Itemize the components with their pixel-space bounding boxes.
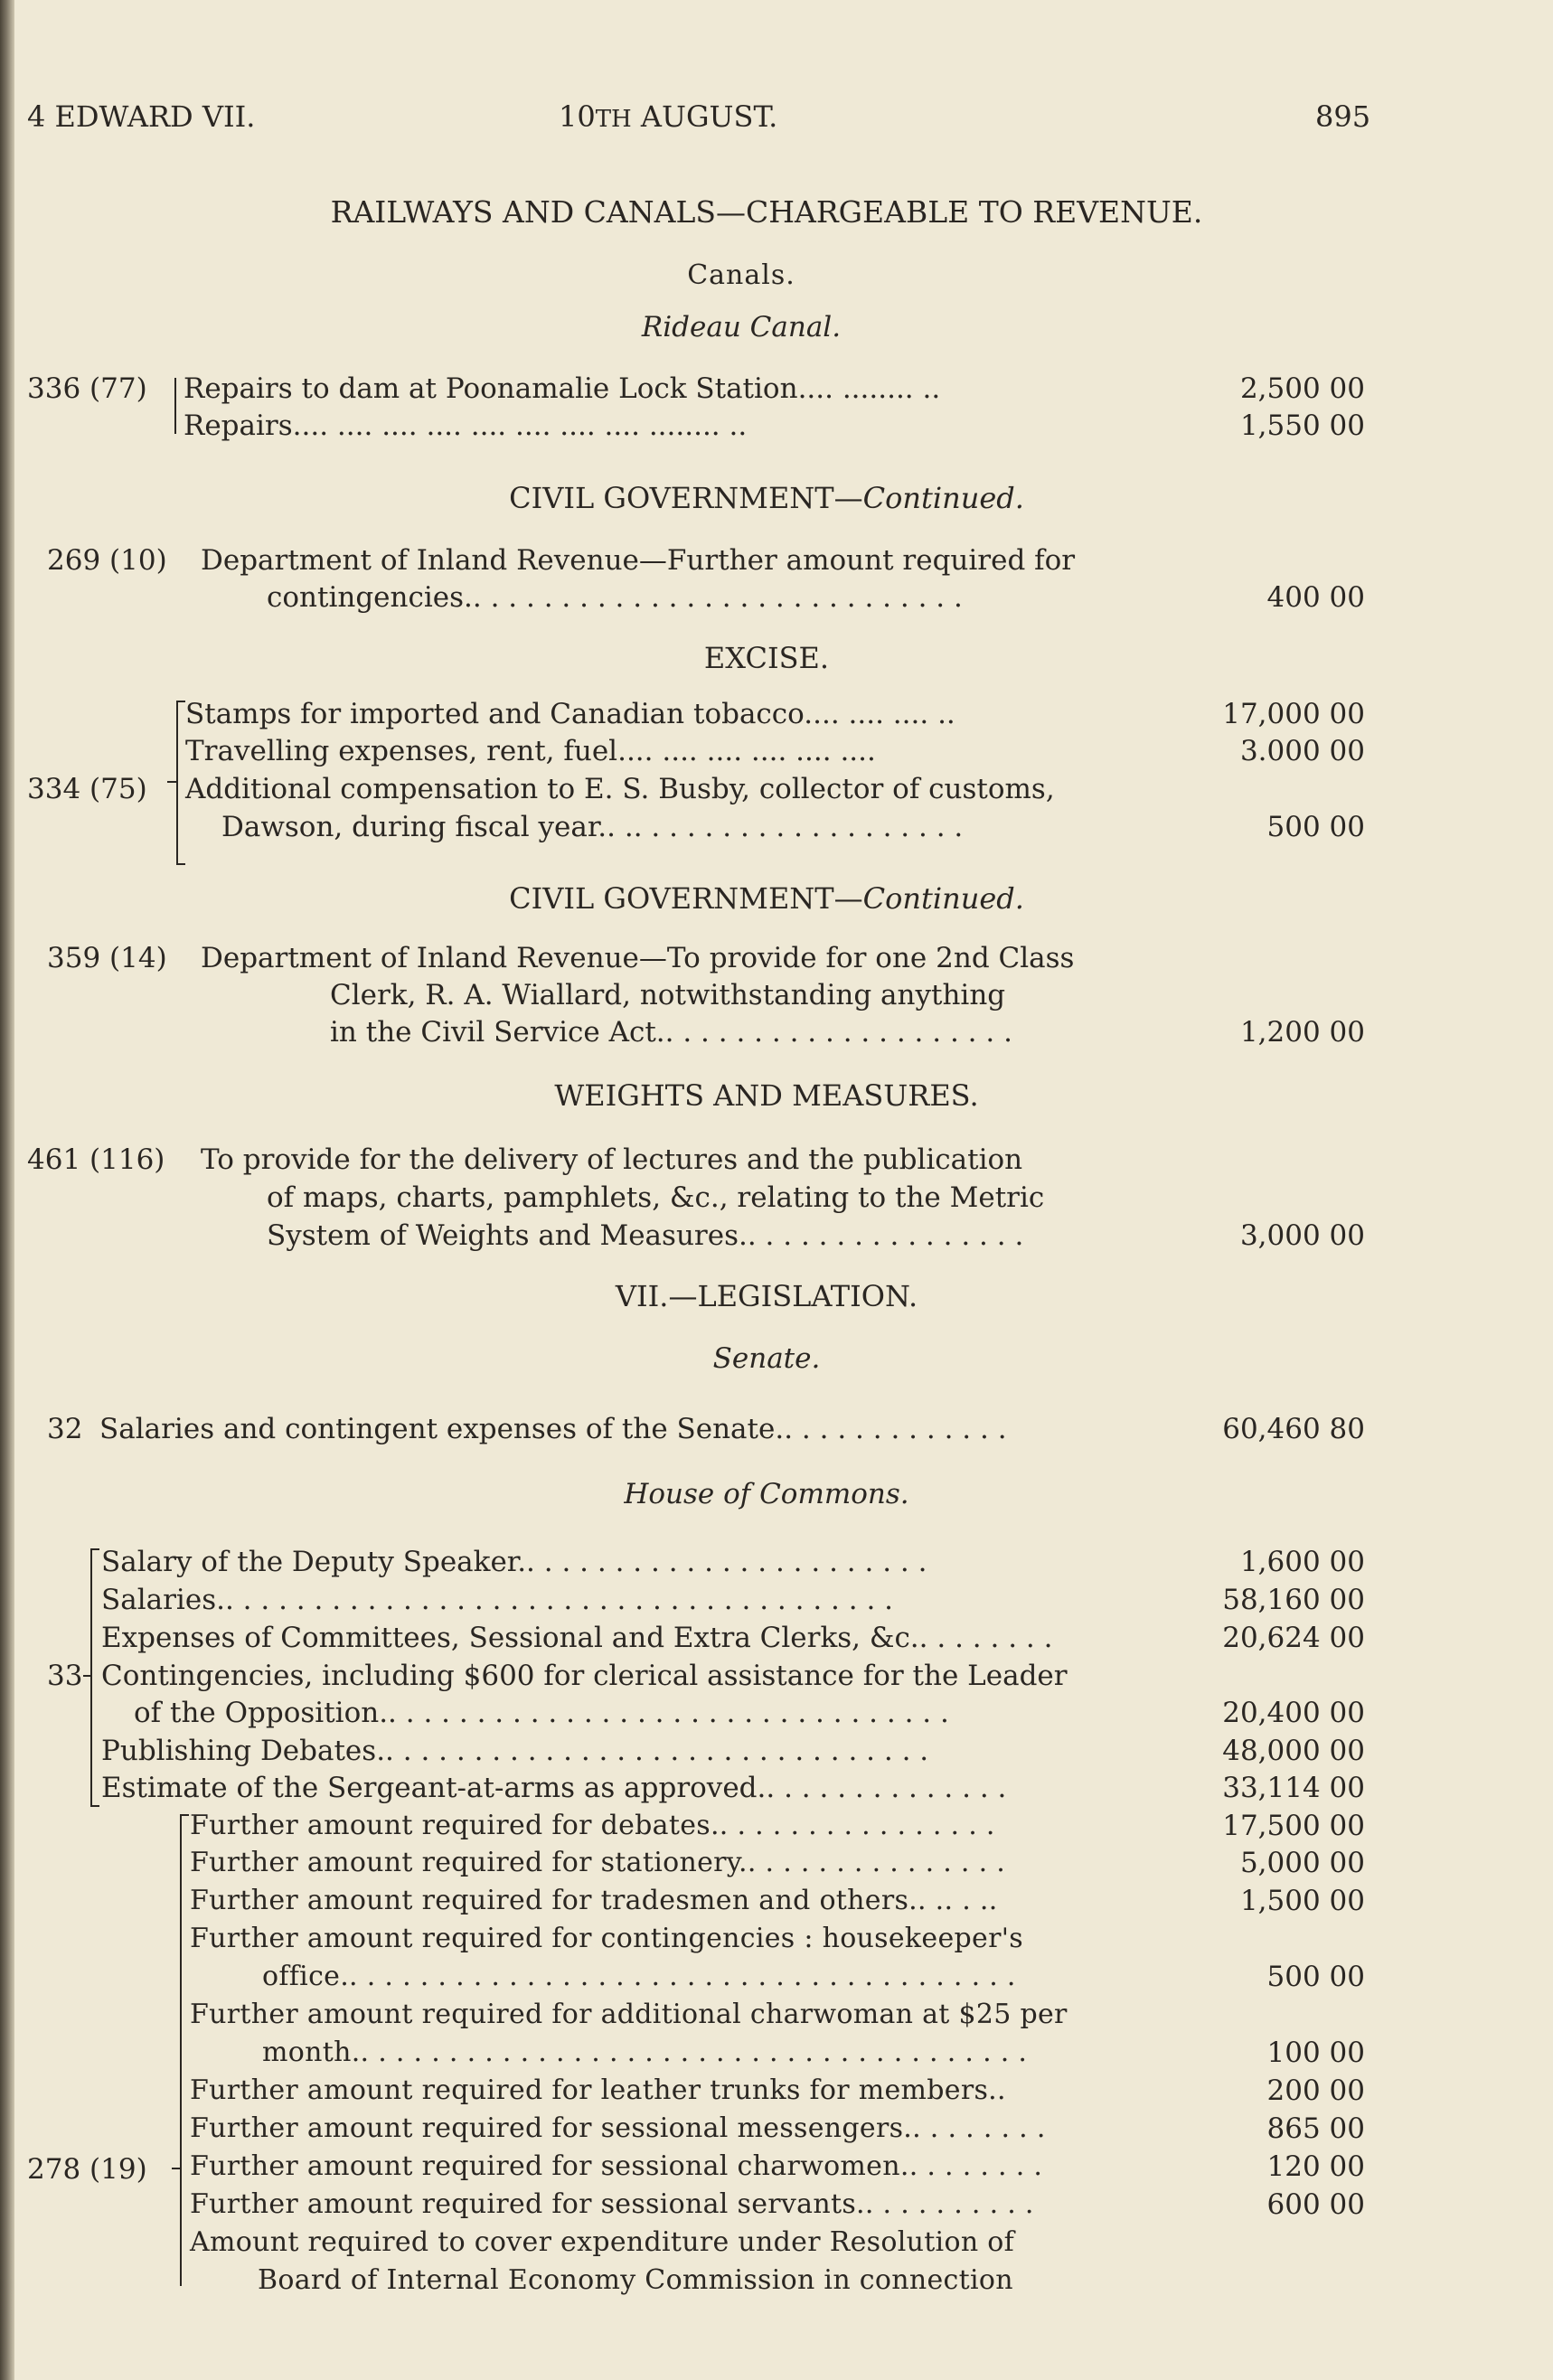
item-amount: 17,000 00 — [1222, 698, 1365, 730]
item-text: Further amount required for debates.. . . . . . . . . . . . . . . . — [190, 1810, 995, 1841]
item-text: contingencies.. . . . . . . . . . . . . . . . . . . . . . . . . . . . — [267, 581, 963, 614]
item-text: Further amount required for leather trunks for members.. — [190, 2074, 1006, 2106]
item-amount: 20,624 00 — [1222, 1622, 1365, 1654]
item-text: Salary of the Deputy Speaker.. . . . . . . . . . . . . . . . . . . . . . . — [101, 1546, 927, 1578]
item-text: month.. . . . . . . . . . . . . . . . . . . . . . . . . . . . . . . . . . . . . . — [262, 2037, 1028, 2068]
item-amount: 33,114 00 — [1222, 1772, 1365, 1804]
item-amount: 1,500 00 — [1239, 1885, 1365, 1917]
item-text: Additional compensation to E. S. Busby, collector of customs, — [185, 773, 1055, 805]
item-text: in the Civil Service Act.. . . . . . . . . . . . . . . . . . . . — [330, 1016, 1012, 1049]
item-text: office.. . . . . . . . . . . . . . . . . . . . . . . . . . . . . . . . . . . . . . — [262, 1961, 1016, 1992]
header-page-number: 895 — [1315, 99, 1371, 134]
bracket — [90, 1548, 99, 1807]
item-text: Further amount required for contingencies : housekeeper's — [190, 1923, 1023, 1954]
subheading-canals: Canals. — [687, 259, 795, 291]
vote-ref-33: 33 — [47, 1660, 83, 1692]
item-amount: 200 00 — [1266, 2074, 1365, 2107]
subheading-house-of-commons: House of Commons. — [624, 1478, 909, 1510]
vote-ref-359: 359 (14) — [47, 942, 167, 974]
vote-ref-461: 461 (116) — [27, 1143, 165, 1176]
item-text: To provide for the delivery of lectures and the publication — [201, 1143, 1023, 1176]
vote-ref-336: 336 (77) — [27, 372, 147, 405]
item-text: Further amount required for sessional messengers.. . . . . . . . — [190, 2112, 1046, 2144]
section-heading-railways: RAILWAYS AND CANALS—CHARGEABLE TO REVENUE. — [330, 194, 1203, 230]
section-heading-legislation: VII.—LEGISLATION. — [615, 1279, 918, 1313]
item-text: Expenses of Committees, Sessional and Extra Clerks, &c.. . . . . . . . — [101, 1622, 1053, 1654]
bracket — [176, 701, 185, 865]
item-amount: 1,600 00 — [1239, 1546, 1365, 1578]
item-text: Amount required to cover expenditure under Resolution of — [190, 2226, 1015, 2258]
item-text: Contingencies, including $600 for clerical assistance for the Leader — [101, 1660, 1068, 1692]
item-amount: 60,460 80 — [1222, 1413, 1365, 1445]
item-text: Clerk, R. A. Wiallard, notwithstanding anything — [330, 979, 1006, 1011]
vote-ref-278: 278 (19) — [27, 2153, 147, 2186]
item-amount: 120 00 — [1266, 2150, 1365, 2183]
section-heading-excise: EXCISE. — [703, 641, 830, 675]
item-text: Estimate of the Sergeant-at-arms as approved.. . . . . . . . . . . . . . — [101, 1772, 1007, 1804]
item-amount: 20,400 00 — [1222, 1697, 1365, 1729]
item-text: Department of Inland Revenue—To provide for one 2nd Class — [201, 942, 1075, 974]
item-amount: 1,550 00 — [1239, 409, 1365, 442]
section-heading-civil-government: CIVIL GOVERNMENT—Continued. — [509, 481, 1024, 515]
item-amount: 5,000 00 — [1239, 1847, 1365, 1879]
item-amount: 17,500 00 — [1222, 1810, 1365, 1842]
item-text: Board of Internal Economy Commission in connection — [258, 2264, 1013, 2296]
item-text: Salaries and contingent expenses of the Senate.. . . . . . . . . . . . . — [99, 1413, 1007, 1445]
item-text: Repairs.... .... .... .... .... .... .... .... ........ .. — [184, 409, 748, 442]
vote-ref-32: 32 — [47, 1413, 83, 1445]
item-amount: 58,160 00 — [1222, 1584, 1365, 1616]
item-text: Further amount required for sessional servants.. . . . . . . . . . — [190, 2188, 1034, 2220]
section-heading-civil-government: CIVIL GOVERNMENT—Continued. — [509, 881, 1024, 916]
item-text: Further amount required for stationery.. . . . . . . . . . . . . . . — [190, 1847, 1006, 1878]
item-amount: 400 00 — [1266, 581, 1365, 614]
item-text: Department of Inland Revenue—Further amount required for — [201, 544, 1076, 577]
vote-ref-334: 334 (75) — [27, 773, 147, 805]
bracket-tip — [83, 1675, 92, 1677]
item-text: System of Weights and Measures.. . . . . . . . . . . . . . . . — [267, 1219, 1024, 1252]
item-text: Further amount required for sessional charwomen.. . . . . . . . — [190, 2150, 1043, 2182]
bracket-tip — [172, 2168, 181, 2169]
subheading-senate: Senate. — [712, 1342, 821, 1375]
item-amount: 1,200 00 — [1239, 1016, 1365, 1049]
item-amount: 600 00 — [1266, 2188, 1365, 2221]
item-text: of maps, charts, pamphlets, &c., relating to the Metric — [267, 1181, 1045, 1214]
subheading-rideau-canal: Rideau Canal. — [641, 311, 842, 343]
item-text: Travelling expenses, rent, fuel.... .... .... .... .... .... — [185, 735, 876, 767]
item-amount: 865 00 — [1266, 2112, 1365, 2145]
item-text: Publishing Debates.. . . . . . . . . . . . . . . . . . . . . . . . . . . . . . . — [101, 1735, 929, 1767]
item-amount: 100 00 — [1266, 2037, 1365, 2069]
item-text: of the Opposition.. . . . . . . . . . . . . . . . . . . . . . . . . . . . . . . . — [134, 1697, 949, 1729]
item-amount: 500 00 — [1266, 1961, 1365, 1993]
item-text: Dawson, during fiscal year.. .. . . . . . . . . . . . . . . . . . . — [221, 811, 964, 843]
header-session: 4 EDWARD VII. — [27, 99, 256, 134]
header-date: 10TH AUGUST. — [559, 99, 778, 134]
item-amount: 500 00 — [1266, 811, 1365, 843]
item-text: Salaries.. . . . . . . . . . . . . . . . . . . . . . . . . . . . . . . . . . . . . . — [101, 1584, 894, 1616]
bracket — [174, 378, 184, 434]
item-amount: 48,000 00 — [1222, 1735, 1365, 1767]
section-heading-weights-measures: WEIGHTS AND MEASURES. — [554, 1078, 979, 1113]
item-text: Further amount required for tradesmen and others.. .. . .. — [190, 1885, 998, 1916]
item-amount: 3,000 00 — [1239, 1219, 1365, 1252]
vote-ref-269: 269 (10) — [47, 544, 167, 577]
item-amount: 3.000 00 — [1239, 735, 1365, 767]
item-text: Stamps for imported and Canadian tobacco.... .... .... .. — [185, 698, 955, 730]
item-text: Further amount required for additional charwoman at $25 per — [190, 1999, 1068, 2030]
item-amount: 2,500 00 — [1239, 372, 1365, 405]
bracket — [180, 1814, 189, 2286]
item-text: Repairs to dam at Poonamalie Lock Station.... ........ .. — [184, 372, 941, 405]
bracket-tip — [167, 781, 176, 783]
